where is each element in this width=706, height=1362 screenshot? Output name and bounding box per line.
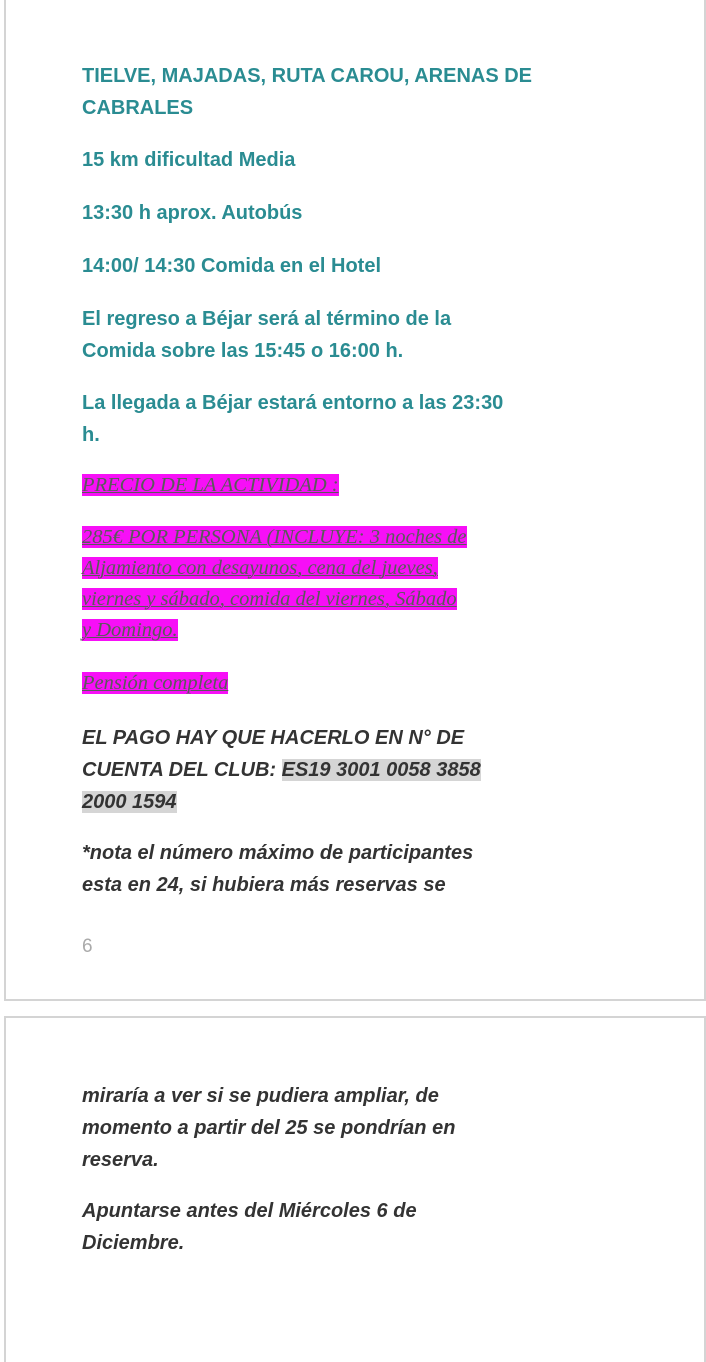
page-number: 6 [82, 936, 93, 957]
iban-number-continued: 2000 1594 [82, 791, 177, 813]
price-details: 285€ POR PERSONA (INCLUYE: 3 noches de Aljamiento con desayunos, cena del jueves, viernes y sábado, comida del viernes, Sábado y Domingo. [82, 526, 467, 641]
lunch-time: 14:00/ 14:30 Comida en el Hotel [82, 255, 382, 277]
iban-number: ES19 3001 0058 3858 [281, 759, 481, 781]
document-page-2 [4, 1016, 706, 1362]
participants-note-continued: miraría a ver si se pudiera ampliar, de momento a partir del 25 se pondrían en reserva. [82, 1085, 456, 1171]
return-info: El regreso a Béjar será al término de la Comida sobre las 15:45 o 16:00 h. [82, 308, 452, 362]
bus-time: 13:30 h aprox. Autobús [82, 202, 303, 224]
route-title: TIELVE, MAJADAS, RUTA CAROU, ARENAS DE CABRALES [82, 65, 533, 119]
price-heading: PRECIO DE LA ACTIVIDAD : [82, 474, 339, 496]
payment-info: EL PAGO HAY QUE HACERLO EN N° DE CUENTA DEL CLUB: ES19 3001 0058 3858 2000 1594 [82, 727, 481, 813]
arrival-info: La llegada a Béjar estará entorno a las 23:30 h. [82, 392, 504, 446]
board-type: Pensión completa [82, 672, 229, 694]
distance-difficulty: 15 km dificultad Media [82, 149, 296, 171]
participants-note: *nota el número máximo de participantes esta en 24, si hubiera más reservas se [82, 842, 474, 896]
document-page-1 [4, 0, 706, 1001]
signup-deadline: Apuntarse antes del Miércoles 6 de Diciembre. [82, 1200, 417, 1254]
